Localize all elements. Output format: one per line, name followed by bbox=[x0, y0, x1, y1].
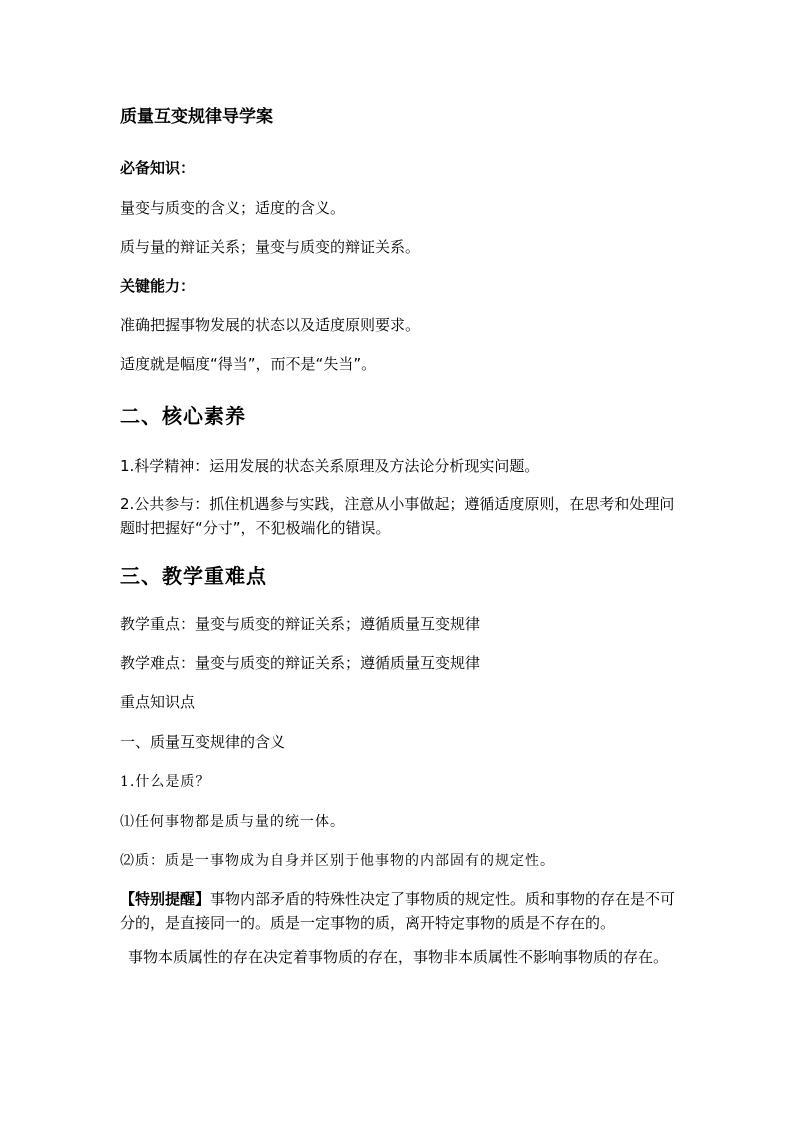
section-core-literacy-heading: 二、核心素养 bbox=[120, 404, 246, 428]
document-title: 质量互变规律导学案 bbox=[120, 107, 273, 127]
key-ability-item-1: 准确把握事物发展的状态以及适度原则要求。 bbox=[120, 316, 421, 334]
knowledge-item-1: 一、质量互变规律的含义 bbox=[120, 733, 286, 751]
key-ability-item-2: 适度就是幅度“得当”，而不是“失当”。 bbox=[120, 355, 377, 373]
essential-knowledge-item-2: 质与量的辩证关系；量变与质变的辩证关系。 bbox=[120, 238, 421, 256]
section-key-difficult-heading: 三、教学重难点 bbox=[120, 564, 267, 588]
question-what-is-quality: 1.什么是质？ bbox=[120, 774, 211, 790]
core-literacy-item-2: 2.公共参与：抓住机遇参与实践，注意从小事做起；遵循适度原则，在思考和处理问题时把握好“分寸”，不犯极端化的错误。 bbox=[120, 495, 675, 537]
key-knowledge-heading: 重点知识点 bbox=[120, 693, 196, 711]
special-tip-text: 事物内部矛盾的特殊性决定了事物质的规定性。质和事物的存在是不可分的，是直接同一的。质是一定事物的质，离开特定事物的质是不存在的。 bbox=[120, 890, 676, 932]
essential-attribute-paragraph: 事物本质属性的存在决定着事物质的存在，事物非本质属性不影响事物质的存在。 bbox=[128, 948, 669, 966]
essential-knowledge-heading: 必备知识： bbox=[120, 159, 196, 177]
key-ability-heading: 关键能力： bbox=[120, 277, 196, 295]
special-tip-paragraph bbox=[120, 887, 685, 935]
special-tip-label: 【特别提醒】 bbox=[120, 890, 211, 908]
teaching-difficult-point: 教学难点：量变与质变的辩证关系；遵循质量互变规律 bbox=[120, 654, 481, 672]
quality-point-a: ⑴任何事物都是质与量的统一体。 bbox=[120, 814, 345, 830]
core-literacy-item-1: 1.科学精神：运用发展的状态关系原理及方法论分析现实问题。 bbox=[120, 457, 540, 475]
quality-point-b: ⑵质：质是一事物成为自身并区别于他事物的内部固有的规定性。 bbox=[120, 853, 555, 869]
teaching-key-point: 教学重点：量变与质变的辩证关系；遵循质量互变规律 bbox=[120, 615, 481, 633]
essential-knowledge-item-1: 量变与质变的含义；适度的含义。 bbox=[120, 199, 346, 217]
